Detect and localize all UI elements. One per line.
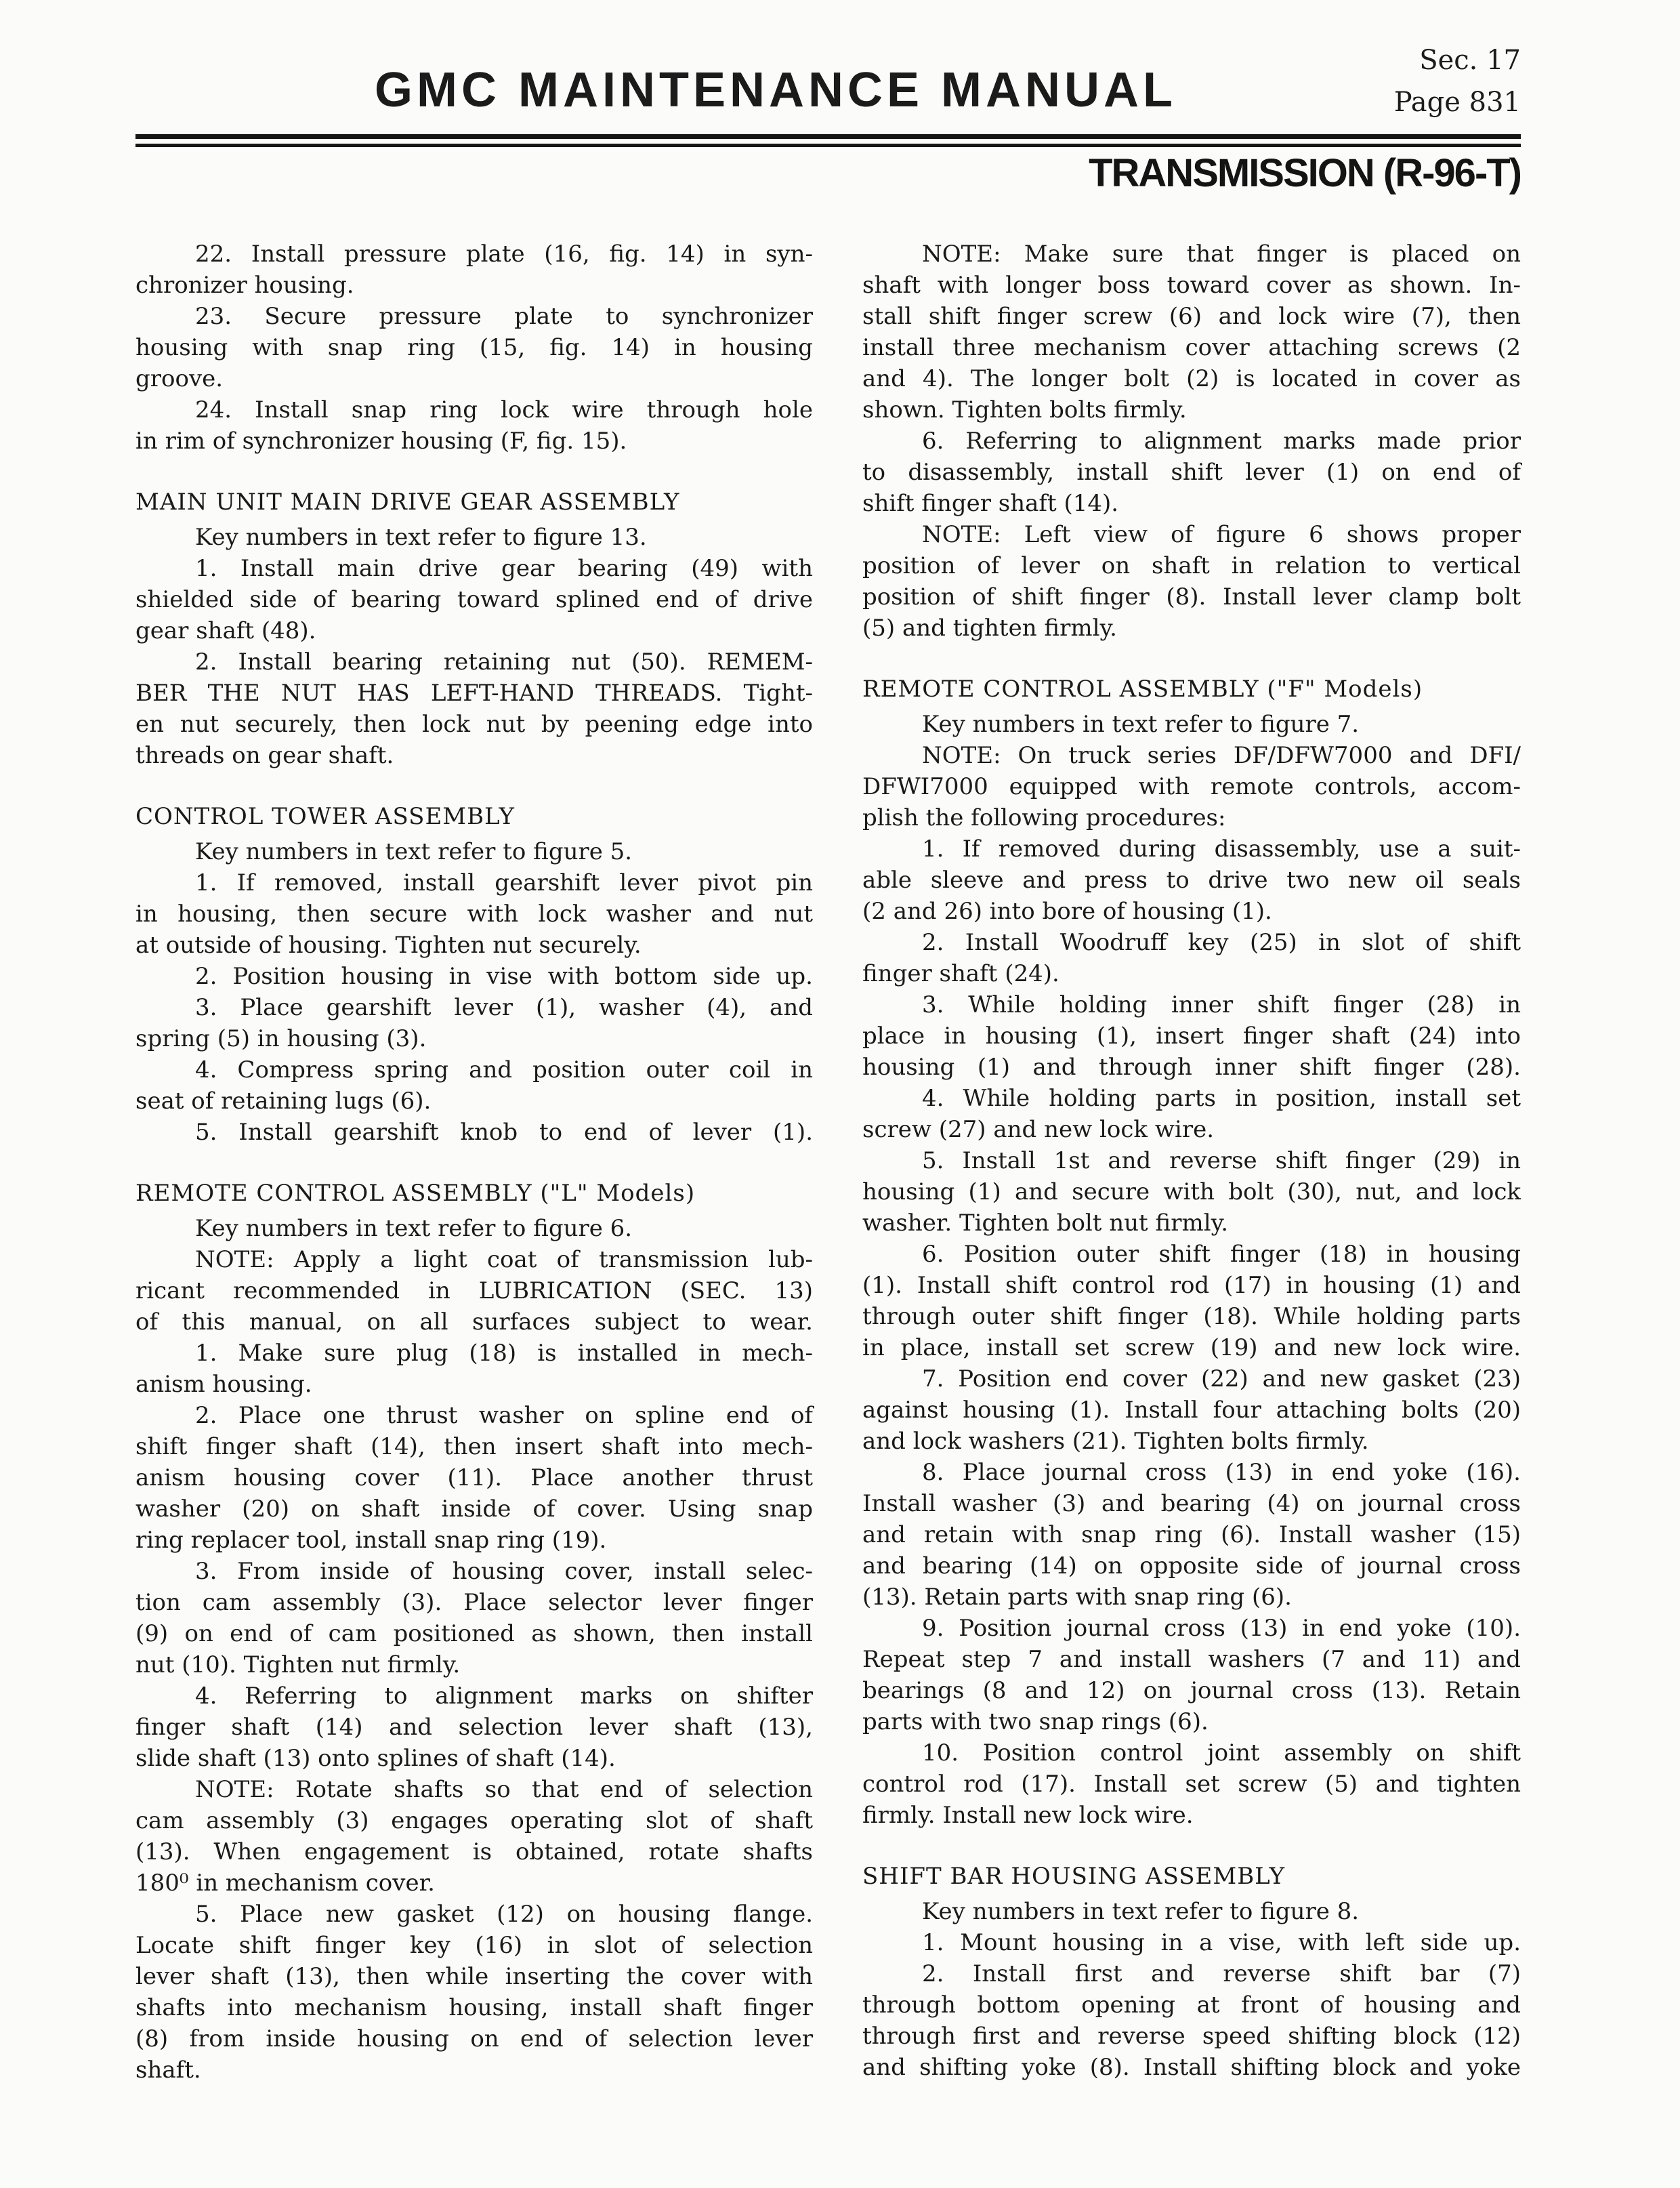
text-line: 1. Mount housing in a vise, with left side up. [922,1929,1521,1956]
text-line: 5. Place new gasket (12) on housing flange. [195,1901,813,1928]
text-line: shift finger shaft (14), then insert shaft into mech- [135,1433,813,1460]
text-line: 1. If removed, install gearshift lever pivot pin [195,869,813,896]
text-line: Key numbers in text refer to figure 8. [922,1898,1360,1925]
text-line: to disassembly, install shift lever (1) on end of [862,459,1521,486]
section-heading: REMOTE CONTROL ASSEMBLY ("L" Models) [135,1180,696,1207]
text-line: in housing, then secure with lock washer and nut [135,901,813,928]
paragraph [135,1556,813,1680]
paragraph [862,1927,1521,1958]
paragraph [135,1117,813,1148]
text-line: threads on gear shaft. [135,742,394,769]
text-line: Key numbers in text refer to figure 6. [195,1215,633,1242]
paragraph [862,833,1521,927]
text-line: Key numbers in text refer to figure 13. [195,524,647,551]
paragraph [135,961,813,992]
text-line: through outer shift finger (18). While holding parts [862,1303,1521,1330]
text-line: housing (1) and through inner shift finger (28). [862,1054,1521,1081]
text-line: 2. Install Woodruff key (25) in slot of shift [922,929,1521,956]
page-subtitle: TRANSMISSION (R-96-T) [1089,151,1521,195]
text-line: position of shift finger (8). Install lever clamp bolt [862,583,1521,611]
paragraph [862,519,1521,644]
text-line: against housing (1). Install four attaching bolts (20) [862,1397,1521,1424]
paragraph [862,1737,1521,1831]
text-line: 3. Place gearshift lever (1), washer (4), and [195,994,813,1021]
text-line: stall shift finger screw (6) and lock wire (7), then [862,303,1521,330]
text-line: control rod (17). Install set screw (5) and tighten [862,1771,1521,1798]
section-heading: MAIN UNIT MAIN DRIVE GEAR ASSEMBLY [135,489,680,516]
text-line: gear shaft (48). [135,617,316,644]
text-line: and lock washers (21). Tighten bolts firmly. [862,1428,1369,1455]
text-line: nut (10). Tighten nut firmly. [135,1651,461,1678]
paragraph [135,1338,813,1400]
text-line: finger shaft (24). [862,960,1059,987]
text-line: 8. Place journal cross (13) in end yoke (16). [922,1459,1521,1486]
paragraph [135,646,813,771]
paragraph [135,867,813,961]
text-line: 6. Referring to alignment marks made prior [922,428,1521,455]
text-line: plish the following procedures: [862,804,1226,831]
paragraph [862,1958,1521,2083]
text-line: place in housing (1), insert finger shaft (24) into [862,1023,1521,1050]
double-rule [135,134,1521,147]
text-line: Install washer (3) and bearing (4) on journal cross [862,1490,1521,1517]
paragraph [862,709,1521,740]
manual-title: GMC MAINTENANCE MANUAL [375,63,1177,117]
text-line: shaft. [135,2057,201,2084]
paragraph [862,1363,1521,1457]
text-line: NOTE: Rotate shafts so that end of selection [195,1776,813,1803]
paragraph [862,1613,1521,1737]
text-line: 3. From inside of housing cover, install selec- [195,1558,813,1585]
text-line: shift finger shaft (14). [862,490,1119,517]
text-line: Repeat step 7 and install washers (7 and 11) and [862,1646,1521,1673]
text-line: 2. Place one thrust washer on spline end of [195,1402,813,1429]
text-line: 2. Install bearing retaining nut (50). REMEM- [195,648,813,676]
text-line: NOTE: Left view of figure 6 shows proper [922,521,1521,548]
text-line: through bottom opening at front of housing and [862,1991,1521,2019]
text-line: Locate shift finger key (16) in slot of selection [135,1932,813,1959]
paragraph [135,1213,813,1244]
text-line: (5) and tighten firmly. [862,615,1117,642]
text-line: shaft with longer boss toward cover as shown. In- [862,272,1521,299]
paragraph [135,239,813,301]
text-line: anism housing cover (11). Place another thrust [135,1464,813,1491]
text-line: firmly. Install new lock wire. [862,1802,1194,1829]
text-line: DFWI7000 equipped with remote controls, accom- [862,773,1521,800]
text-line: 23. Secure pressure plate to synchronizer [195,303,813,330]
paragraph [862,1239,1521,1363]
text-line: screw (27) and new lock wire. [862,1116,1214,1143]
text-line: parts with two snap rings (6). [862,1708,1209,1735]
paragraph [135,992,813,1054]
text-line: shown. Tighten bolts firmly. [862,396,1187,424]
text-line: in rim of synchronizer housing (F, fig. 15). [135,428,627,455]
text-line: bearings (8 and 12) on journal cross (13). Retain [862,1677,1521,1704]
text-line: 22. Install pressure plate (16, fig. 14) in syn- [195,241,813,268]
paragraph [862,740,1521,833]
text-line: 24. Install snap ring lock wire through hole [195,396,813,424]
paragraph [862,1145,1521,1239]
text-line: 7. Position end cover (22) and new gasket (23) [922,1365,1521,1392]
text-line: washer (20) on shaft inside of cover. Using snap [135,1495,813,1523]
text-line: shafts into mechanism housing, install shaft finger [135,1994,813,2021]
paragraph [135,553,813,646]
paragraph [135,836,813,867]
text-line: washer. Tighten bolt nut firmly. [862,1210,1229,1237]
text-line: install three mechanism cover attaching screws (2 [862,334,1521,361]
text-line: NOTE: Apply a light coat of transmission lub- [195,1246,813,1273]
text-line: slide shaft (13) onto splines of shaft (14). [135,1745,616,1772]
text-line: able sleeve and press to drive two new oil seals [862,867,1521,894]
text-line: 6. Position outer shift finger (18) in housing [922,1241,1521,1268]
text-line: (2 and 26) into bore of housing (1). [862,898,1272,925]
text-line: 5. Install 1st and reverse shift finger (29) in [922,1147,1521,1174]
text-line: (1). Install shift control rod (17) in housing (1) and [862,1272,1521,1299]
text-line: 5. Install gearshift knob to end of lever (1). [195,1119,813,1146]
text-line: 4. Compress spring and position outer coil in [195,1056,813,1083]
section-heading: SHIFT BAR HOUSING ASSEMBLY [862,1863,1286,1890]
right-column [862,239,1521,2086]
text-line: Key numbers in text refer to figure 7. [922,711,1360,738]
text-columns [135,239,1521,2086]
text-line: and shifting yoke (8). Install shifting block and yoke [862,2054,1521,2081]
text-line: 10. Position control joint assembly on shift [922,1739,1521,1767]
text-line: NOTE: On truck series DF/DFW7000 and DFI/ [922,742,1521,769]
section-heading: CONTROL TOWER ASSEMBLY [135,803,515,830]
paragraph [135,394,813,457]
text-line: and retain with snap ring (6). Install washer (15) [862,1521,1521,1548]
text-line: seat of retaining lugs (6). [135,1088,432,1115]
text-line: (13). Retain parts with snap ring (6). [862,1584,1292,1611]
text-line: 9. Position journal cross (13) in end yoke (10). [922,1615,1521,1642]
paragraph [135,522,813,553]
text-line: 1. Make sure plug (18) is installed in mech- [195,1340,813,1367]
text-line: (8) from inside housing on end of selection lever [135,2025,813,2052]
text-line: 4. While holding parts in position, install set [922,1085,1521,1112]
text-line: at outside of housing. Tighten nut securely. [135,932,642,959]
text-line: 3. While holding inner shift finger (28) in [922,991,1521,1018]
paragraph [862,927,1521,989]
text-line: spring (5) in housing (3). [135,1025,427,1052]
paragraph [135,301,813,394]
text-line: ricant recommended in LUBRICATION (SEC. 13) [135,1277,813,1304]
text-line: NOTE: Make sure that finger is placed on [922,241,1521,268]
text-line: and 4). The longer bolt (2) is located in cover as [862,365,1521,392]
text-line: BER THE NUT HAS LEFT-HAND THREADS. Tight- [135,680,813,707]
text-line: tion cam assembly (3). Place selector lever finger [135,1589,813,1616]
text-line: in place, install set screw (19) and new lock wire. [862,1334,1521,1361]
text-line: 2. Install first and reverse shift bar (7) [922,1960,1521,1987]
paragraph [135,1899,813,2086]
text-line: ring replacer tool, install snap ring (19). [135,1527,607,1554]
paragraph [135,1244,813,1338]
paragraph [862,239,1521,426]
page-number: Page 831 [1393,87,1521,118]
paragraph [862,1083,1521,1145]
text-line: finger shaft (14) and selection lever shaft (13), [135,1714,813,1741]
paragraph [862,1896,1521,1927]
text-line: of this manual, on all surfaces subject to wear. [135,1308,813,1336]
text-line: through first and reverse speed shifting block (12) [862,2023,1521,2050]
text-line: housing (1) and secure with bolt (30), nut, and lock [862,1178,1521,1205]
text-line: (9) on end of cam positioned as shown, then install [135,1620,813,1647]
text-line: groove. [135,365,224,392]
paragraph [862,426,1521,519]
text-line: housing with snap ring (15, fig. 14) in housing [135,334,813,361]
text-line: (13). When engagement is obtained, rotate shafts [135,1838,813,1865]
text-line: anism housing. [135,1371,312,1398]
text-line: 180⁰ in mechanism cover. [135,1870,435,1897]
text-line: Key numbers in text refer to figure 5. [195,838,633,865]
text-line: 1. If removed during disassembly, use a suit- [922,835,1521,863]
text-line: en nut securely, then lock nut by peening edge into [135,711,813,738]
text-line: position of lever on shaft in relation to vertical [862,552,1521,579]
section-heading: REMOTE CONTROL ASSEMBLY ("F" Models) [862,676,1423,703]
paragraph [862,989,1521,1083]
text-line: cam assembly (3) engages operating slot of shaft [135,1807,813,1834]
left-column [135,239,813,2086]
paragraph [135,1054,813,1117]
paragraph [862,1457,1521,1613]
paragraph [135,1400,813,1556]
paragraph [135,1774,813,1899]
text-line: lever shaft (13), then while inserting the cover with [135,1963,813,1990]
text-line: shielded side of bearing toward splined end of drive [135,586,813,613]
section-label: Sec. 17 [1419,45,1521,76]
text-line: and bearing (14) on opposite side of journal cross [862,1552,1521,1580]
text-line: 4. Referring to alignment marks on shifter [195,1683,813,1710]
text-line: 1. Install main drive gear bearing (49) with [195,555,813,582]
text-line: 2. Position housing in vise with bottom side up. [195,963,813,990]
text-line: chronizer housing. [135,272,354,299]
paragraph [135,1680,813,1774]
